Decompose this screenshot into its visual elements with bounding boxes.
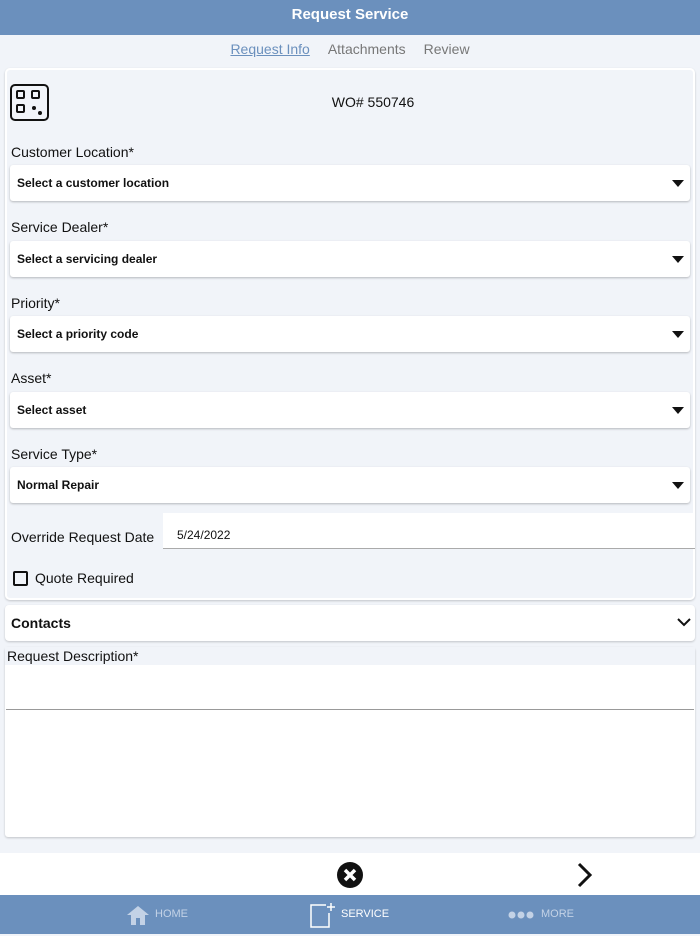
header-title: Request Service: [0, 0, 700, 35]
cancel-icon[interactable]: [337, 862, 363, 888]
dropdown-value: Normal Repair: [17, 478, 100, 492]
service-dealer-label: Service Dealer*: [11, 219, 109, 235]
customer-location-dropdown[interactable]: [10, 165, 690, 201]
nav-service-label: SERVICE: [341, 908, 390, 920]
request-description-label: Request Description*: [5, 647, 695, 665]
tab-review[interactable]: Review: [423, 41, 470, 57]
caret-down-icon: [672, 407, 684, 414]
nav-more[interactable]: [508, 895, 574, 934]
tab-bar: [0, 35, 700, 63]
caret-down-icon: [672, 256, 684, 263]
caret-down-icon: [672, 482, 684, 489]
nav-home[interactable]: [126, 895, 188, 934]
customer-location-label: Customer Location*: [11, 144, 134, 160]
description-input-underline: [6, 709, 694, 710]
add-service-icon: [310, 902, 336, 928]
more-dots-icon: [508, 910, 536, 920]
quote-required-checkbox[interactable]: [13, 571, 28, 586]
caret-down-icon: [672, 331, 684, 338]
dropdown-value: Select a customer location: [17, 176, 170, 190]
quote-required-label: Quote Required: [35, 570, 134, 586]
override-date-input[interactable]: 5/24/2022: [163, 513, 695, 549]
dropdown-value: Select a priority code: [17, 327, 139, 341]
dropdown-value: Select asset: [17, 403, 87, 417]
caret-down-icon: [672, 180, 684, 187]
contacts-section[interactable]: [5, 605, 695, 641]
bottom-nav: [0, 895, 700, 934]
next-chevron-icon[interactable]: [576, 862, 594, 888]
service-dealer-dropdown[interactable]: [10, 241, 690, 277]
dropdown-value: Select a servicing dealer: [17, 252, 158, 266]
service-type-dropdown[interactable]: [10, 467, 690, 503]
asset-dropdown[interactable]: [10, 392, 690, 428]
home-icon: [126, 905, 150, 925]
nav-more-label: MORE: [541, 908, 574, 920]
chevron-down-icon: [677, 617, 691, 627]
contacts-label: Contacts: [11, 615, 71, 631]
override-date-label: Override Request Date: [11, 529, 155, 545]
tab-request-info[interactable]: Request Info: [230, 41, 310, 57]
asset-label: Asset*: [11, 370, 52, 386]
work-order-number: WO# 550746: [331, 94, 415, 110]
action-bar: [0, 853, 700, 895]
priority-dropdown[interactable]: [10, 316, 690, 352]
nav-service[interactable]: [310, 895, 389, 934]
request-description[interactable]: [5, 647, 695, 837]
service-type-label: Service Type*: [11, 446, 98, 462]
tab-attachments[interactable]: Attachments: [327, 41, 406, 57]
priority-label: Priority*: [11, 295, 61, 311]
nav-home-label: HOME: [155, 908, 188, 920]
